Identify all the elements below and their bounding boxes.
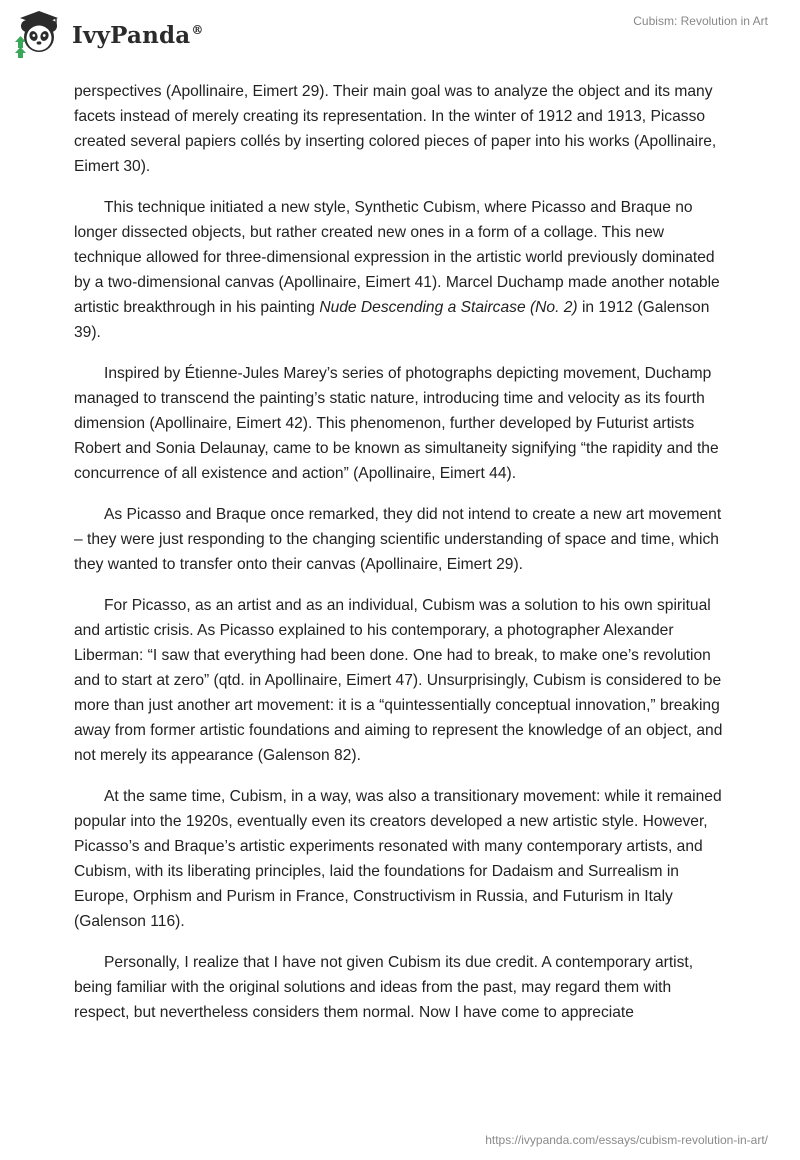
painting-title: Nude Descending a Staircase (No. 2) bbox=[319, 299, 578, 316]
paragraph-5: For Picasso, as an artist and as an individual, Cubism was a solution to his own spiritual and artistic crisis. As Picasso explained to his contemporary, a photographer Alexander Liberman: “I saw that everything had been done. One had to break, to make one’s revolution and to start at zero” (qtd. in Apollinaire, Eimert 47). Unsurprisingly, Cubism is considered to be more than just another art movement: it is a “quintessentially conceptual innovation,” breaking away from former artistic foundations and aiming to represent the knowledge of an object, and not merely its appearance (Galenson 82). bbox=[74, 597, 723, 764]
paragraph-1: perspectives (Apollinaire, Eimert 29). Their main goal was to analyze the object and its many facets instead of merely creating its representation. In the winter of 1912 and 1913, Picasso created several papiers collés by inserting colored pieces of paper into his works (Apollinaire, Eimert 30). bbox=[74, 83, 717, 175]
paragraph-3: Inspired by Étienne-Jules Marey’s series of photographs depicting movement, Duchamp managed to transcend the painting’s static nature, introducing time and velocity as its fourth dimension (Apollinaire, Eimert 42). This phenomenon, further developed by Futurist artists Robert and Sonia Delaunay, came to be known as simultaneity signifying “the rapidity and the concurrence of all existence and action” (Apollinaire, Eimert 44). bbox=[74, 365, 719, 482]
registered-mark: ® bbox=[191, 22, 204, 37]
page-header bbox=[0, 0, 800, 70]
brand-logo[interactable] bbox=[14, 8, 204, 60]
paragraph-6: At the same time, Cubism, in a way, was also a transitionary movement: while it remained popular into the 1920s, eventually even its creators developed a new artistic style. However, Picasso’s and Braque’s artistic experiments resonated with many contemporary artists, and Cubism, with its liberating principles, laid the foundations for Dadaism and Surrealism in Europe, Orphism and Purism in France, Constructivism in Russia, and Futurism in Italy (Galenson 116). bbox=[74, 788, 722, 930]
source-url-link[interactable]: https://ivypanda.com/essays/cubism-revolution-in-art/ bbox=[485, 1133, 768, 1147]
document-title: Cubism: Revolution in Art bbox=[633, 14, 768, 28]
paragraph-4: As Picasso and Braque once remarked, they did not intend to create a new art movement – they were just responding to the changing scientific understanding of space and time, which they wanted to transfer onto their canvas (Apollinaire, Eimert 29). bbox=[74, 506, 722, 573]
panda-graduate-icon bbox=[14, 8, 66, 60]
brand-name: IvyPanda® bbox=[72, 21, 204, 49]
paragraph-7: Personally, I realize that I have not given Cubism its due credit. A contemporary artist, being familiar with the original solutions and ideas from the past, may regard them with respect, but nevertheless considers them normal. Now I have come to appreciate bbox=[74, 954, 694, 1021]
essay-body bbox=[74, 79, 726, 1041]
paragraph-2: This technique initiated a new style, Synthetic Cubism, where Picasso and Braque no longer dissected objects, but rather created new ones in a form of a collage. This new technique allowed for three-dimensional expression in the artistic world previously dominated by a two-dimensional canvas (Apollinaire, Eimert 41). Marcel Duchamp made another notable artistic breakthrough in his painting Nude Descending a Staircase (No. 2) in 1912 (Galenson 39). bbox=[74, 199, 720, 341]
